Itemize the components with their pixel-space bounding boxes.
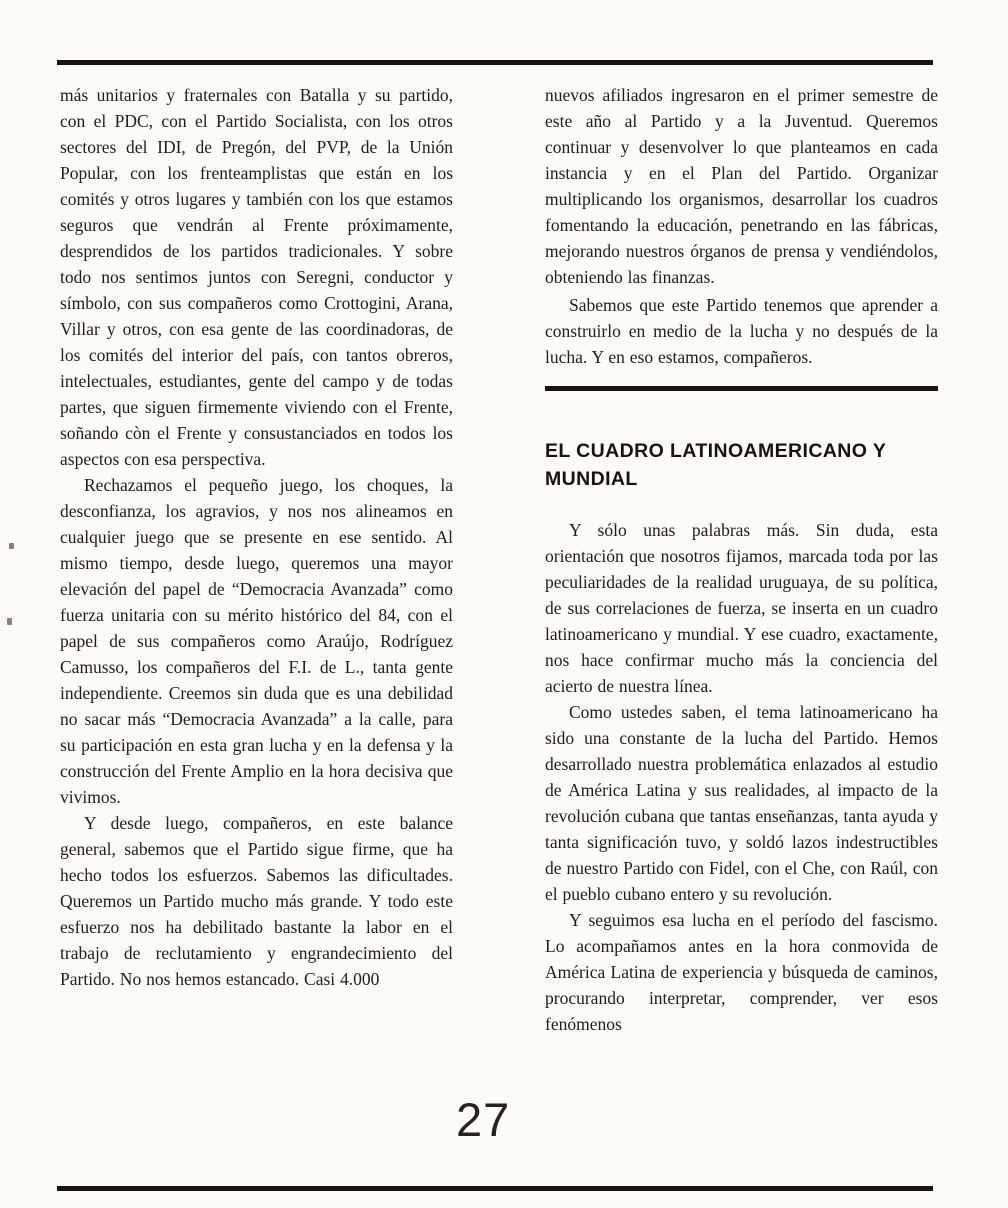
- section-heading: EL CUADRO LATINOAMERICANO Y MUNDIAL: [545, 440, 886, 490]
- bottom-rule: [57, 1186, 933, 1191]
- paragraph: Rechazamos el pequeño juego, los choques, la desconfianza, los agravios, y nos nos alineamos en cualquier juego que se presente en ese sentido. Al mismo tiempo, desde luego, queremos una mayor elevación del papel de “Democracia Avanzada” como fuerza unitaria con su mérito histórico del 84, con el papel de sus compañeros como Araújo, Rodríguez Camusso, los compañeros del F.I. de L., tanta gente independiente. Creemos sin duda que es una debilidad no sacar más “Democracia Avanzada” a la calle, para su participación en esta gran lucha y en la defensa y la construcción del Frente Amplio en la hora decisiva que vivimos.: [60, 475, 453, 807]
- paragraph: Y sólo unas palabras más. Sin duda, esta orientación que nosotros fijamos, marcada toda por las peculiaridades de la realidad uruguaya, de su política, de sus correlaciones de fuerza, se inserta en un cuadro latinoamericano y mundial. Y ese cuadro, exactamente, nos hace confirmar mucho más la conciencia del acierto de nuestra línea.: [545, 520, 938, 696]
- left-column: [60, 82, 453, 1037]
- section-divider: [545, 386, 938, 391]
- text-columns: [60, 82, 938, 1037]
- top-rule: [57, 60, 933, 65]
- paragraph: nuevos afiliados ingresaron en el primer semestre de este año al Partido y a la Juventud. Queremos continuar y desenvolver lo que planteamos en cada instancia y en el Plan del Partido. Organizar multiplicando los organismos, desarrollar los cuadros fomentando la educación, penetrando en las fábricas, mejorando nuestros órganos de prensa y vendiéndolos, obteniendo las finanzas.: [545, 85, 938, 287]
- scan-speck: [9, 543, 14, 549]
- paragraph: más unitarios y fraternales con Batalla y su partido, con el PDC, con el Partido Socialista, con los otros sectores del IDI, de Pregón, del PVP, de la Unión Popular, con los frenteamplistas que están en los comités y otros lugares y también con los que estamos seguros que vendrán al Frente próximamente, desprendidos de los partidos tradicionales. Y sobre todo nos sentimos juntos con Seregni, conductor y símbolo, con sus compañeros como Crottogini, Arana, Villar y otros, con esa gente de las coordinadoras, de los comités del interior del país, con tantos obreros, intelectuales, estudiantes, gente del campo y de todas partes, que siguen firmemente viviendo con el Frente, soñando còn el Frente y consustanciados en todos los aspectos con esa perspectiva.: [60, 85, 453, 469]
- page-number: 27: [456, 1093, 511, 1146]
- paragraph: Y seguimos esa lucha en el período del fascismo. Lo acompañamos antes en la hora conmovida de América Latina de experiencia y búsqueda de caminos, procurando interpretar, comprender, ver esos fenómenos: [545, 910, 938, 1034]
- right-column: [545, 82, 938, 1037]
- paragraph: Y desde luego, compañeros, en este balance general, sabemos que el Partido sigue firme, que ha hecho todos los esfuerzos. Sabemos las dificultades. Queremos un Partido mucho más grande. Y todo este esfuerzo nos ha debilitado bastante la labor en el trabajo de reclutamiento y engrandecimiento del Partido. No nos hemos estancado. Casi 4.000: [60, 813, 453, 989]
- scan-speck: [7, 618, 12, 625]
- paragraph: Como ustedes saben, el tema latinoamericano ha sido una constante de la lucha del Partido. Hemos desarrollado nuestra problemática enlazados al estudio de América Latina y sus realidades, al impacto de la revolución cubana que tantas enseñanzas, tanta ayuda y tanta significación tuvo, y soldó lazos indestructibles de nuestro Partido con Fidel, con el Che, con Raúl, con el pueblo cubano entero y su revolución.: [545, 702, 938, 904]
- paragraph: Sabemos que este Partido tenemos que aprender a construirlo en medio de la lucha y no después de la lucha. Y en eso estamos, compañeros.: [545, 295, 938, 367]
